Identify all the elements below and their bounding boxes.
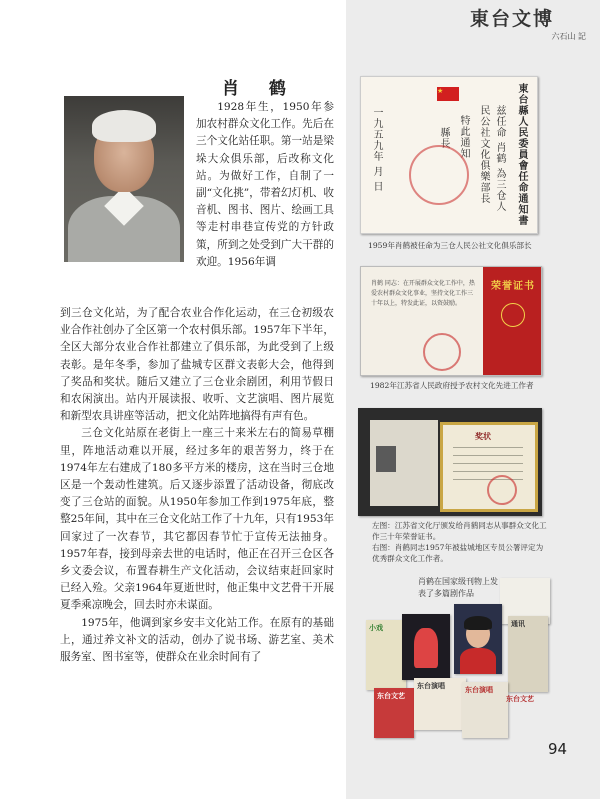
appointment-notice-photo [360, 76, 538, 234]
seal-stamp [423, 333, 461, 371]
magazine-cover [366, 620, 406, 690]
certificate-left [370, 420, 438, 506]
paragraph: 1928年生，1950年参加农村群众文化工作。先后在三个文化站任职。第一站是梁垛大众俱乐部，后改称文化站。为做好工作，自制了一副“文化挑”，带着幻灯机、收音机、图书、图片、绘画工具等走村串巷宣传党的方针政策，所到之处受到广大干群的欢迎。1956年调 [196, 101, 334, 268]
emblem-icon [501, 303, 525, 327]
notice-line: 民公社文化俱樂部長 [478, 105, 489, 204]
header-logo [470, 4, 590, 42]
notice-header: 東台縣人民委員會任命通知書 [516, 83, 527, 226]
logo-signature: 六石山 記 [551, 32, 586, 41]
certificate-right [440, 422, 538, 512]
certificates-photo [358, 408, 542, 516]
certificate-text: 肖鹤 同志：在开展群众文化工作中，热爱农村群众文化事业，坚持文化工作三十年以上，特发此证，以资鼓励。 [371, 280, 475, 307]
magazine-cover [374, 688, 414, 738]
honor-certificate-photo [360, 266, 542, 376]
magazine-title: 东台文艺 [506, 694, 534, 703]
photo-caption: 1982年江苏省人民政府授予农村文化先进工作者 [370, 381, 534, 390]
article-text-narrow [196, 99, 334, 271]
magazine-title: 东台演唱 [417, 681, 445, 690]
certificate-cover [483, 267, 541, 375]
magazine-title: 小戏 [369, 623, 383, 632]
magazine-title: 通讯 [511, 619, 525, 628]
paragraph: 三仓文化站原在老街上一座三十来米左右的简易草棚里，阵地活动难以开展，经过多年的艰苦努力，终于在1974年左右建成了180多平方米的楼房，这在当时三仓地区是一个轰动性建筑。后又逐步添置了活动设备，彻底改变了三仓站的面貌。从1950年参加工作到1975年底，整整25年间，其中在三仓文化站工作了十九年，只有1953年回家过了一次春节，其它都因春节忙于宣传无法抽身。1957年春，接到母亲去世的电话时，他正在召开三仓区各乡文委会议，布置春耕生产文化活动，会议结束赶回家时已经入殓。父亲1964年夏逝世时，他正集中文艺骨干开展夏季乘凉晚会，回去时亦未谋面。 [60, 427, 334, 612]
logo-text: 東台文博 [470, 8, 555, 30]
flag-icon: ★ [437, 87, 459, 101]
photo-caption: 肖鹤在国家级刊物上发表了多篇剧作品 [418, 577, 498, 598]
paragraph: 1975年，他调到家乡安丰文化站工作。在原有的基础上，通过养文补文的活动，创办了说书场、游艺室、美术服务室、图书室等，使群众在业余时间有了 [60, 616, 334, 664]
magazine-cover [508, 616, 548, 692]
notice-line: 一九五九年 月 日 [371, 107, 382, 193]
magazine-cover [402, 614, 450, 680]
paragraph: 到三仓文化站，为了配合农业合作化运动，在三仓初级农业合作社创办了全区第一个农村俱乐部。1957年下半年，全区大部分农业合作社都建立了俱乐部，为此受到了上级表彰。是年冬季，参加了盐城专区群文表彰大会，他得到了奖品和奖状。随后又建立了三仓业余剧团，利用节假日和农闲演出。站内开展读报、收听、文艺演唱、图片展览和新型农具讲座等活动，把文化站阵地搞得有声有色。 [60, 307, 334, 423]
magazine-cover [462, 682, 508, 738]
magazine-cover [454, 604, 502, 674]
magazine-title: 东台文艺 [377, 691, 405, 700]
certificate-title: 荣誉证书 [491, 281, 535, 292]
caption-line: 左图：江苏省文化厅颁发给肖鹤同志从事群众文化工作三十年荣誉证书。 [372, 521, 547, 541]
caption-line: 右图：肖鹤同志1957年被盐城地区专员公署评定为优秀群众文化工作者。 [372, 543, 544, 563]
notice-line: 兹任命 肖鹤 為三仓人 [494, 105, 505, 213]
article-text-wide [60, 305, 334, 666]
photo-caption: 1959年肖鹤被任命为三仓人民公社文化俱乐部长 [368, 241, 532, 250]
notice-line: 特此通知 [458, 115, 469, 159]
page-number: 94 [548, 740, 568, 758]
article-title: 肖 鹤 [222, 79, 298, 99]
portrait-photo [64, 96, 184, 262]
magazine-cover [414, 678, 466, 730]
photo-caption [372, 520, 548, 564]
seal-stamp [487, 475, 517, 505]
notice-line: 縣長 [438, 127, 449, 149]
magazine-title: 东台演唱 [465, 685, 493, 694]
certificate-title: 奖状 [475, 431, 491, 441]
seal-stamp [409, 145, 469, 205]
id-photo [376, 446, 396, 472]
